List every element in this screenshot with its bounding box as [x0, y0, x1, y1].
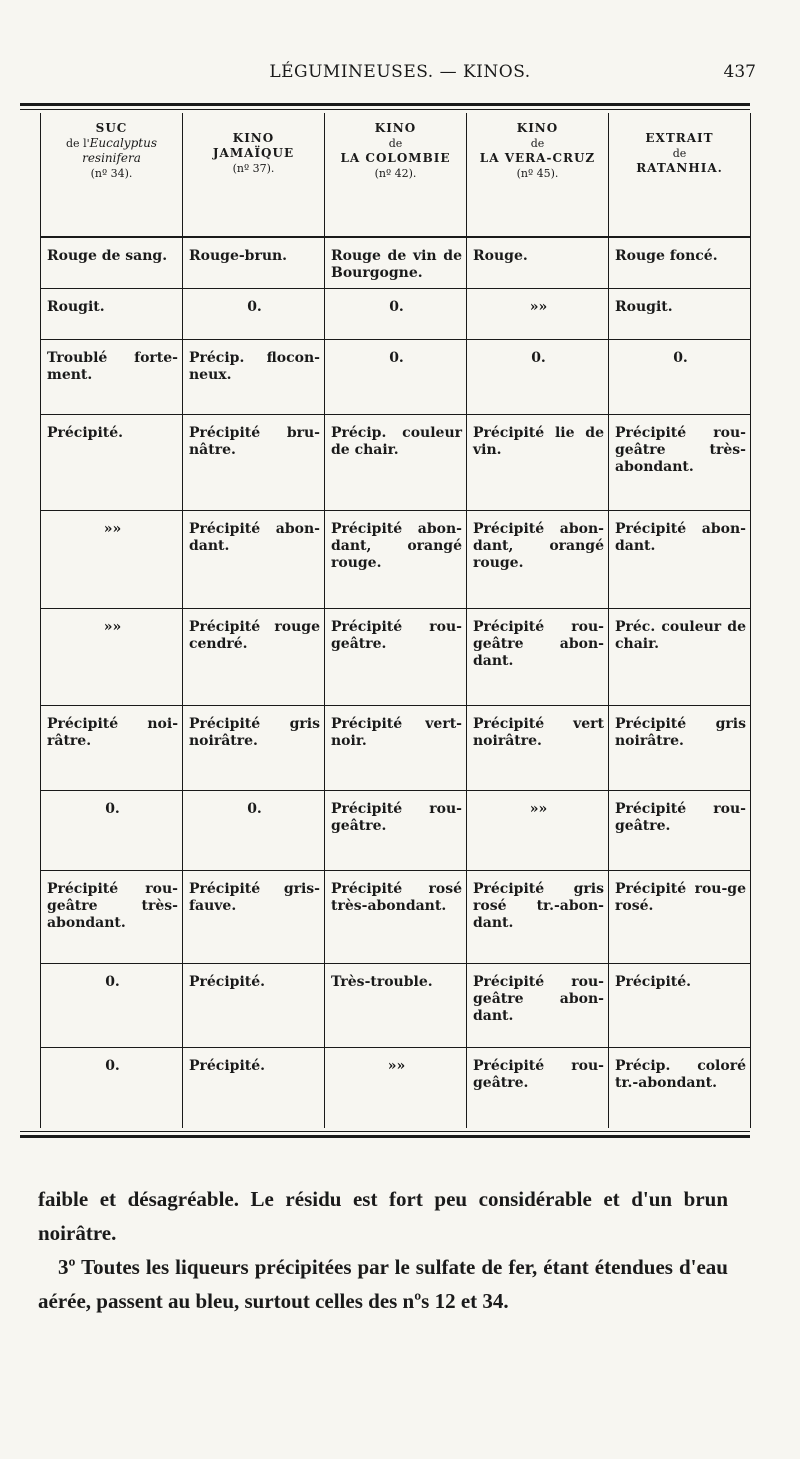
table-row	[41, 790, 751, 870]
body-text	[38, 1182, 728, 1318]
table-cell: Précip. coloré tr.-abondant.	[615, 1058, 746, 1092]
table-cell: Précipité vert noirâtre.	[467, 706, 609, 790]
table-cell: Précipité rou-geâtre.	[325, 790, 467, 870]
table-cell: Troublé forte-ment.	[41, 339, 183, 415]
column-header	[41, 113, 183, 237]
table-bottom-rule	[20, 1135, 750, 1138]
table-row	[41, 1048, 751, 1128]
column-header-line: LA VERA-CRUZ	[479, 151, 596, 165]
table-row	[41, 288, 751, 339]
table-top-rule-thin	[20, 109, 750, 110]
paragraph: faible et désagréable. Le résidu est fort peu considérable et d'un brun noirâtre.	[38, 1187, 728, 1245]
table-cell: Précipité abon-dant.	[183, 510, 325, 608]
table-row	[41, 870, 751, 963]
table-cell: Précipité abon-dant, orangé rouge.	[325, 510, 467, 608]
page-number: 437	[723, 62, 756, 82]
column-header-line: EXTRAIT	[645, 131, 714, 145]
table-cell: »»	[467, 288, 609, 339]
table-cell: »»	[467, 790, 609, 870]
table-row	[41, 510, 751, 608]
table-cell: Précipité.	[41, 415, 183, 511]
table-cell: Précipité lie de vin.	[467, 415, 609, 511]
paragraph: 3º Toutes les liqueurs précipitées par le sulfate de fer, étant étendues d'eau aérée, passent au bleu, surtout celles des nºs 12 et 34.	[38, 1255, 728, 1313]
table-cell: Précip. flocon-neux.	[183, 339, 325, 415]
table-cell: Précipité vert-noir.	[325, 706, 467, 790]
data-table	[40, 113, 751, 1128]
table-cell: Rouge foncé.	[609, 237, 751, 288]
column-header-line: (nº 45).	[516, 167, 559, 180]
running-head	[0, 62, 800, 92]
table-cell: Rouge de vin de Bourgogne.	[325, 237, 467, 288]
table-cell: Précipité rou-geâtre très-abondant.	[609, 415, 751, 511]
table-cell: »»	[41, 608, 183, 706]
table-top-rule	[20, 103, 750, 106]
table-cell: Précipité rouge cendré.	[183, 608, 325, 706]
table-cell: Précipité rosé très-abondant.	[325, 870, 467, 963]
table-cell: 0.	[183, 288, 325, 339]
table-cell: 0.	[609, 339, 751, 415]
table-cell: Rougit.	[609, 288, 751, 339]
table-row	[41, 963, 751, 1047]
table-cell: Très-trouble.	[325, 963, 467, 1047]
table-cell: Précipité rou-ge rosé.	[609, 870, 751, 963]
table-cell: Précipité.	[183, 1048, 325, 1128]
table-cell: Précipité gris-fauve.	[183, 870, 325, 963]
table-cell: 0.	[41, 963, 183, 1047]
table-cell: 0.	[41, 1048, 183, 1128]
table-cell: Rouge de sang.	[41, 237, 183, 288]
column-header-line: JAMAÏQUE	[212, 146, 295, 160]
table-cell: Précipité rou-geâtre.	[325, 608, 467, 706]
column-header-line: KINO	[374, 121, 417, 135]
column-header-line: KINO	[232, 131, 275, 145]
table-cell: Précipité rou-geâtre très-abondant.	[41, 870, 183, 963]
table-header-row	[41, 113, 751, 237]
table-cell: Précipité noi-râtre.	[41, 706, 183, 790]
table-cell: Rouge-brun.	[183, 237, 325, 288]
table-cell: 0.	[325, 288, 467, 339]
column-header	[467, 113, 609, 237]
table-cell: Précipité rou-geâtre.	[467, 1048, 609, 1128]
column-header-line: de l'	[66, 137, 90, 150]
column-header	[325, 113, 467, 237]
column-header-line: LA COLOMBIE	[340, 151, 451, 165]
table-cell: Précipité gris rosé tr.-abon-dant.	[467, 870, 609, 963]
table-cell: Précipité.	[609, 963, 751, 1047]
table-cell: Précipité gris noirâtre.	[183, 706, 325, 790]
column-header-line: KINO	[516, 121, 559, 135]
table-bottom-rule-thin	[20, 1131, 750, 1132]
table-cell: »»	[325, 1048, 467, 1128]
table-cell: Précip. couleur de chair.	[325, 415, 467, 511]
column-header	[183, 113, 325, 237]
column-header	[609, 113, 751, 237]
table-cell: Précipité abon-dant, orangé rouge.	[467, 510, 609, 608]
table-cell: Rouge.	[467, 237, 609, 288]
running-title: LÉGUMINEUSES. — KINOS.	[269, 62, 531, 82]
table-cell: Précipité.	[183, 963, 325, 1047]
table-cell: 0.	[41, 790, 183, 870]
table-cell: Précipité abon-dant.	[609, 510, 751, 608]
comparison-table	[40, 103, 750, 1138]
table-cell: Précipité gris noirâtre.	[609, 706, 751, 790]
table-row	[41, 706, 751, 790]
table-cell: »»	[41, 510, 183, 608]
table-row	[41, 608, 751, 706]
table-cell: Précipité bru-nâtre.	[183, 415, 325, 511]
column-header-line: de	[672, 147, 687, 160]
table-cell: Précipité rou-geâtre.	[609, 790, 751, 870]
table-cell: Préc. couleur de chair.	[609, 608, 751, 706]
column-header-line: (nº 42).	[374, 167, 417, 180]
table-row	[41, 237, 751, 288]
column-header-line: (nº 34).	[90, 167, 133, 180]
column-header-line: de	[388, 137, 403, 150]
table-row	[41, 339, 751, 415]
column-header-line: (nº 37).	[232, 162, 275, 175]
table-row	[41, 415, 751, 511]
column-header-line: RATANHIA.	[636, 161, 723, 175]
column-header-line: de	[530, 137, 545, 150]
column-header-line: resinifera	[82, 151, 141, 165]
table-cell: 0.	[183, 790, 325, 870]
column-header-line: Eucalyptus	[89, 136, 157, 150]
table-cell: Précipité rou-geâtre abon-dant.	[467, 963, 609, 1047]
table-cell: 0.	[467, 339, 609, 415]
table-cell: Rougit.	[41, 288, 183, 339]
column-header-line: SUC	[95, 121, 128, 135]
table-cell: Précipité rou-geâtre abon-dant.	[467, 608, 609, 706]
table-cell: 0.	[325, 339, 467, 415]
